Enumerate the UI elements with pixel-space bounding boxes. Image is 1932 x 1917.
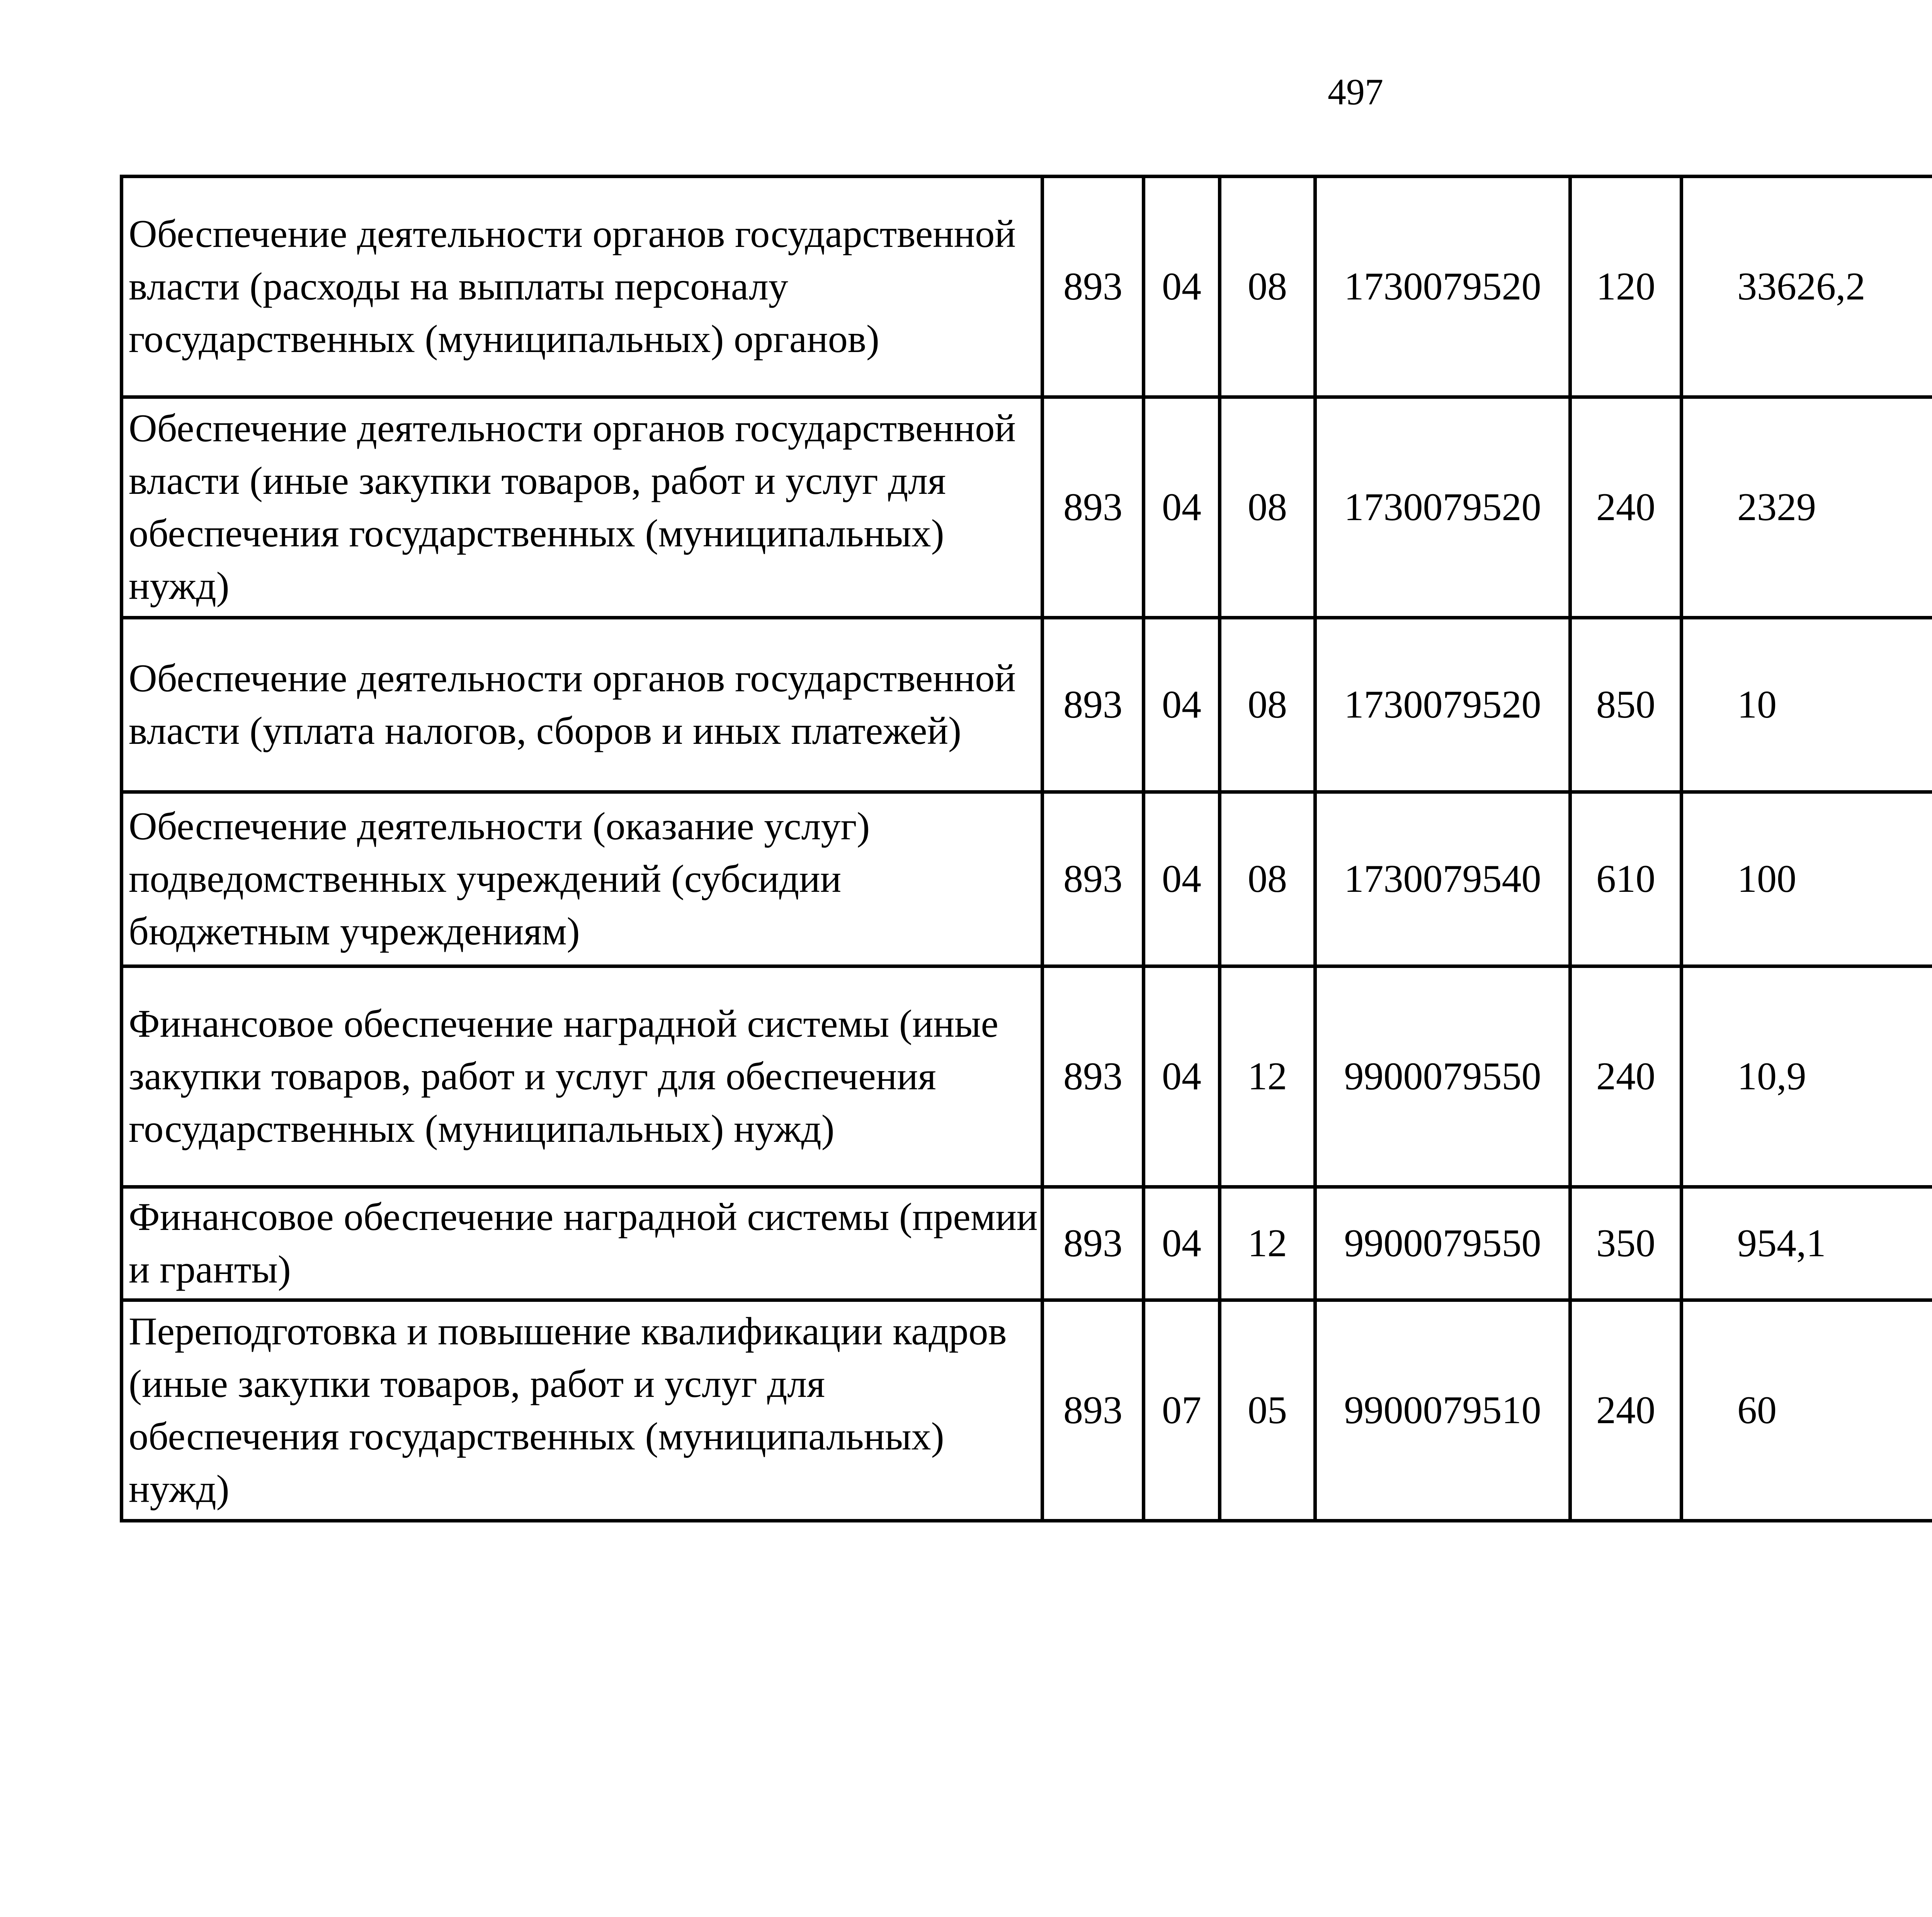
budget-table [120, 175, 1932, 1522]
amount-year-1: 100 [1682, 792, 1932, 966]
ministry-code: 893 [1043, 1300, 1144, 1521]
ministry-code: 893 [1043, 1187, 1144, 1300]
subsection-code: 12 [1220, 966, 1315, 1187]
expense-type-code: 240 [1570, 1300, 1682, 1521]
ministry-code: 893 [1043, 177, 1144, 397]
ministry-code: 893 [1043, 397, 1144, 618]
table-row [122, 618, 1932, 792]
row-description: Финансовое обеспечение наградной системы (премии и гранты) [122, 1187, 1043, 1300]
table-row [122, 966, 1932, 1187]
amount-year-1: 33626,2 [1682, 177, 1932, 397]
amount-year-1: 10,9 [1682, 966, 1932, 1187]
section-code: 04 [1144, 1187, 1220, 1300]
ministry-code: 893 [1043, 966, 1144, 1187]
section-code: 04 [1144, 966, 1220, 1187]
subsection-code: 08 [1220, 397, 1315, 618]
expense-type-code: 850 [1570, 618, 1682, 792]
target-article-code: 1730079540 [1315, 792, 1570, 966]
target-article-code: 9900079510 [1315, 1300, 1570, 1521]
expense-type-code: 240 [1570, 397, 1682, 618]
amount-year-1: 10 [1682, 618, 1932, 792]
table-row [122, 1300, 1932, 1521]
subsection-code: 08 [1220, 177, 1315, 397]
page-number: 497 [1328, 71, 1383, 112]
expense-type-code: 240 [1570, 966, 1682, 1187]
target-article-code: 9900079550 [1315, 966, 1570, 1187]
section-code: 04 [1144, 618, 1220, 792]
row-description: Переподготовка и повышение квалификации кадров (иные закупки товаров, работ и услуг для обеспечения государственных (муниципальных) нужд) [122, 1300, 1043, 1521]
amount-year-1: 60 [1682, 1300, 1932, 1521]
row-description: Финансовое обеспечение наградной системы (иные закупки товаров, работ и услуг для обеспечения государственных (муниципальных) нужд) [122, 966, 1043, 1187]
section-code: 04 [1144, 792, 1220, 966]
subsection-code: 08 [1220, 792, 1315, 966]
table-row [122, 397, 1932, 618]
expense-type-code: 350 [1570, 1187, 1682, 1300]
amount-year-1: 954,1 [1682, 1187, 1932, 1300]
amount-year-1: 2329 [1682, 397, 1932, 618]
ministry-code: 893 [1043, 618, 1144, 792]
section-code: 07 [1144, 1300, 1220, 1521]
expense-type-code: 610 [1570, 792, 1682, 966]
row-description: Обеспечение деятельности органов государственной власти (расходы на выплаты персоналу государственных (муниципальных) органов) [122, 177, 1043, 397]
row-description: Обеспечение деятельности органов государственной власти (иные закупки товаров, работ и услуг для обеспечения государственных (муниципальных) нужд) [122, 397, 1043, 618]
section-code: 04 [1144, 177, 1220, 397]
target-article-code: 1730079520 [1315, 177, 1570, 397]
subsection-code: 12 [1220, 1187, 1315, 1300]
target-article-code: 1730079520 [1315, 618, 1570, 792]
table-row [122, 1187, 1932, 1300]
section-code: 04 [1144, 397, 1220, 618]
row-description: Обеспечение деятельности (оказание услуг) подведомственных учреждений (субсидии бюджетным учреждениям) [122, 792, 1043, 966]
subsection-code: 05 [1220, 1300, 1315, 1521]
target-article-code: 1730079520 [1315, 397, 1570, 618]
target-article-code: 9900079550 [1315, 1187, 1570, 1300]
table-row [122, 792, 1932, 966]
table-row [122, 177, 1932, 397]
subsection-code: 08 [1220, 618, 1315, 792]
expense-type-code: 120 [1570, 177, 1682, 397]
ministry-code: 893 [1043, 792, 1144, 966]
row-description: Обеспечение деятельности органов государственной власти (уплата налогов, сборов и иных платежей) [122, 618, 1043, 792]
